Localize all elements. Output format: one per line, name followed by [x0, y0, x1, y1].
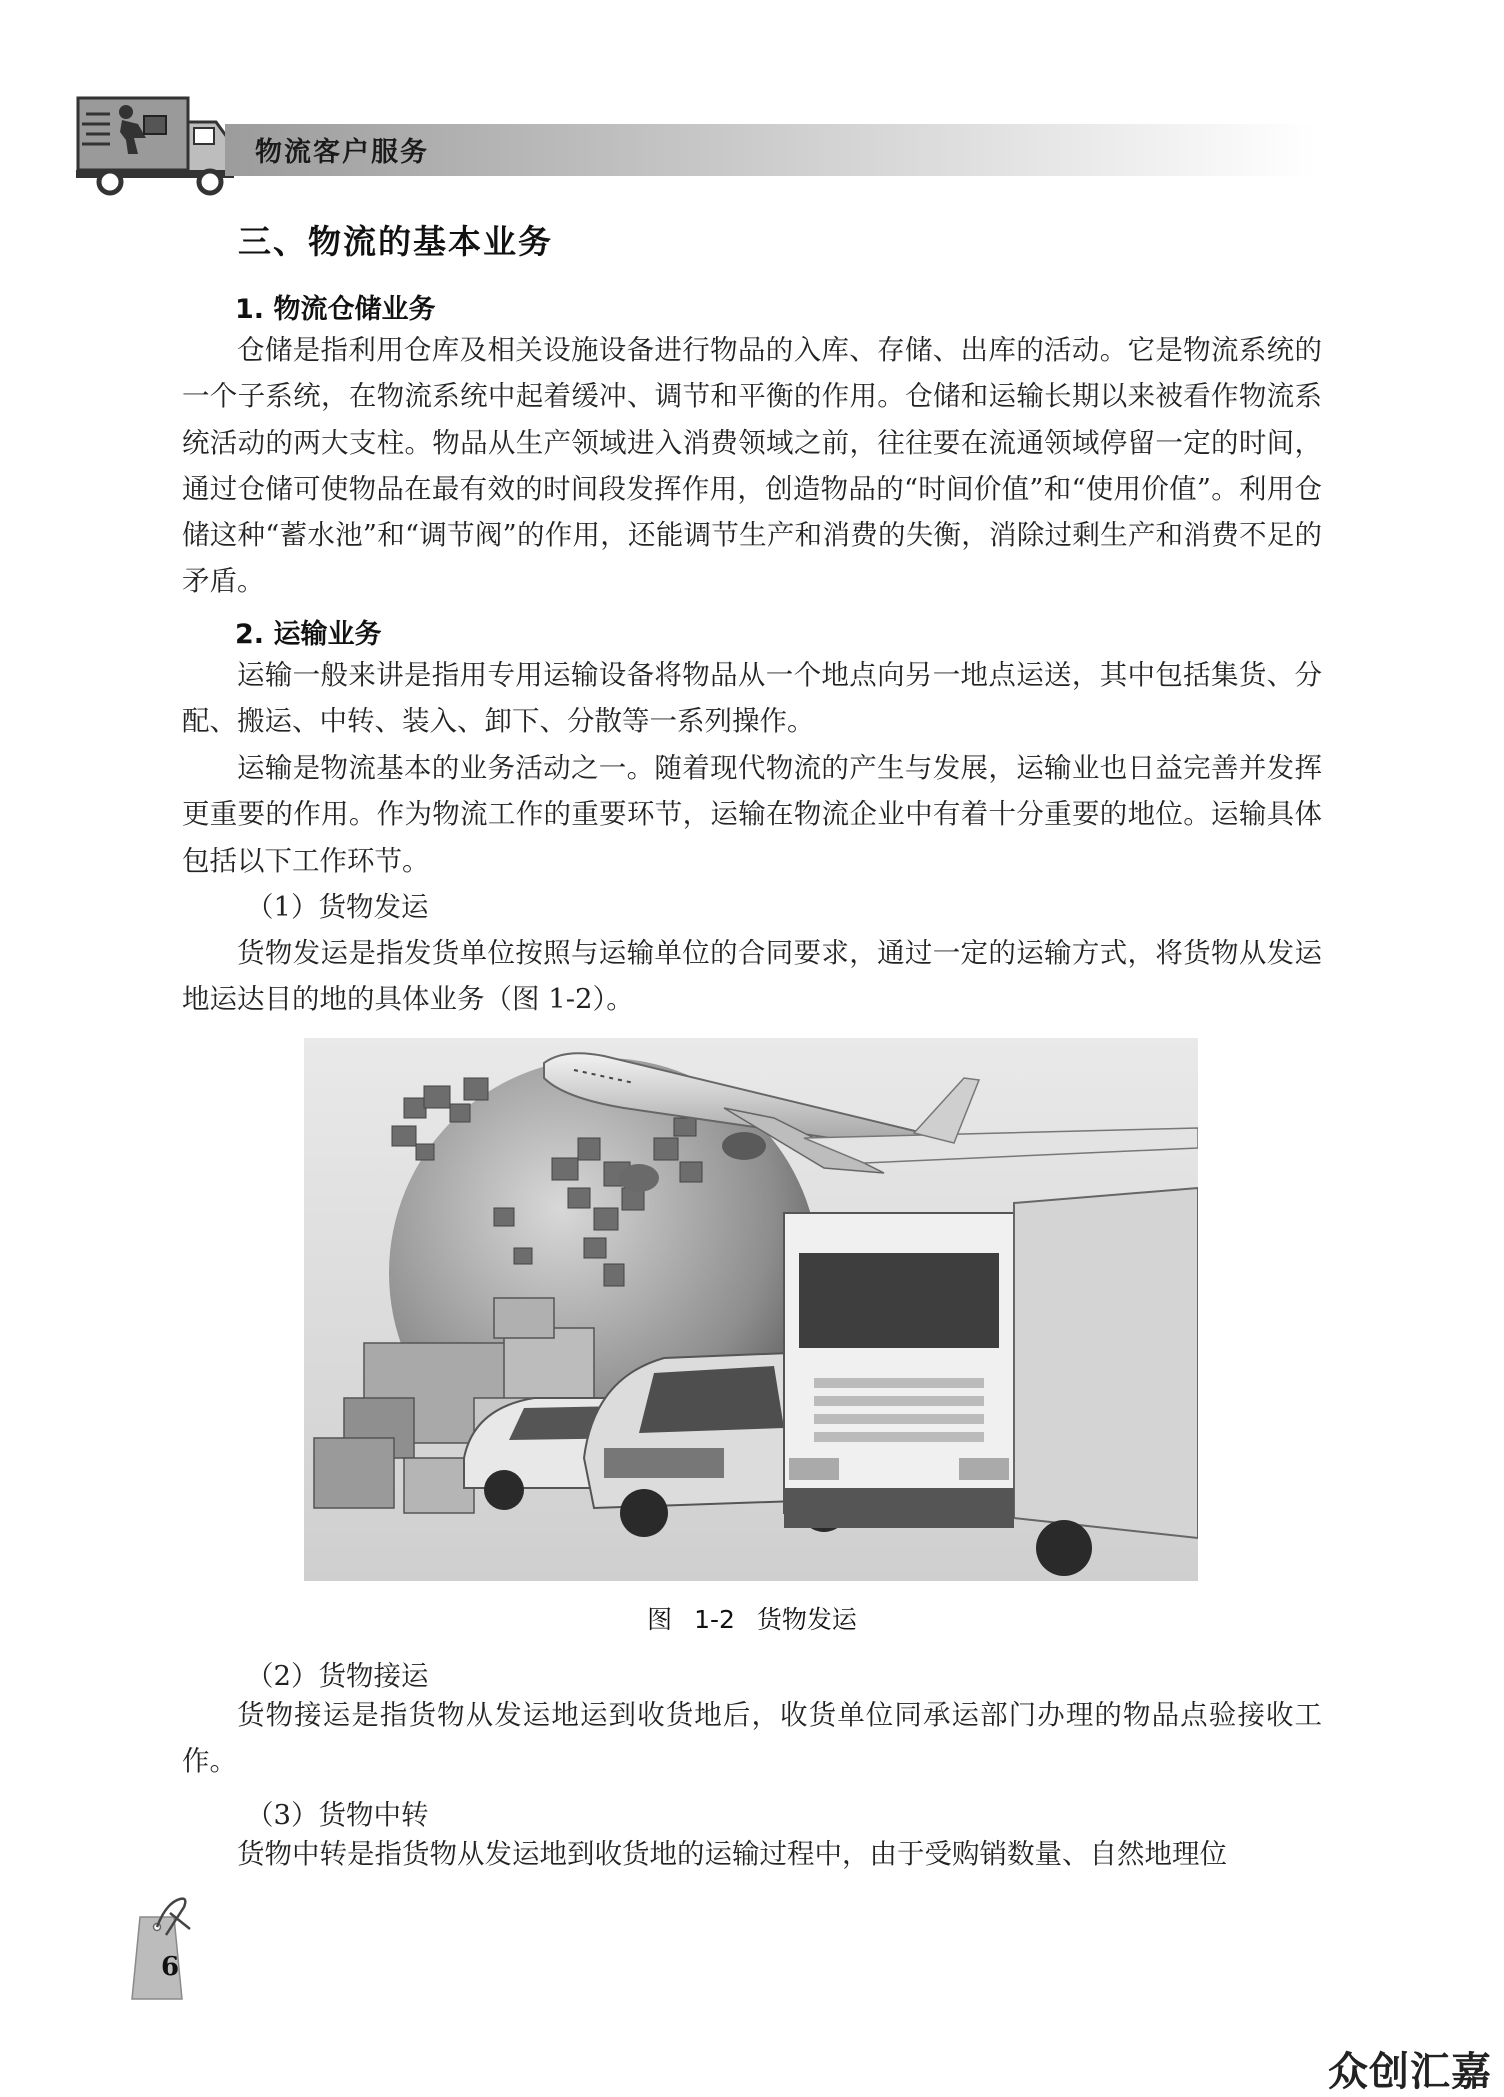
figure-cargo-transport-image: [304, 1038, 1198, 1581]
figure-caption: 图 1-2 货物发运: [647, 1605, 857, 1634]
subheading-transport: 2. 运输业务: [235, 619, 382, 650]
paragraph-transport-role: 运输是物流基本的业务活动之一。随着现代物流的产生与发展，运输业也日益完善并发挥更重要的作用。作为物流工作的重要环节，运输在物流企业中有着十分重要的地位。运输具体包括以下工作环节。: [182, 752, 1322, 877]
paragraph-dispatch: 货物发运是指发货单位按照与运输单位的合同要求，通过一定的运输方式，将货物从发运地运达目的地的具体业务（图 1-2）。: [182, 937, 1322, 1016]
item-heading-receiving: （2）货物接运: [246, 1660, 429, 1692]
truck-logo-icon: [76, 92, 236, 200]
paragraph-transfer: 货物中转是指货物从发运地到收货地的运输过程中，由于受购销数量、自然地理位: [237, 1838, 1227, 1870]
watermark-text: 众创汇嘉: [1328, 2049, 1492, 2095]
section-title: 三、物流的基本业务: [238, 222, 553, 261]
paragraph-warehousing: 仓储是指利用仓库及相关设施设备进行物品的入库、存储、出库的活动。它是物流系统的一个子系统，在物流系统中起着缓冲、调节和平衡的作用。仓储和运输长期以来被看作物流系统活动的两大支柱。物品从生产领域进入消费领域之前，往往要在流通领域停留一定的时间，通过仓储可使物品在最有效的时间段发挥作用，创造物品的“时间价值”和“使用价值”。利用仓储这种“蓄水池”和“调节阀”的作用，还能调节生产和消费的失衡，消除过剩生产和消费不足的矛盾。: [182, 334, 1322, 598]
paragraph-receiving: 货物接运是指货物从发运地运到收货地后，收货单位同承运部门办理的物品点验接收工作。: [182, 1699, 1322, 1778]
item-heading-dispatch: （1）货物发运: [246, 891, 429, 923]
running-header-title: 物流客户服务: [255, 137, 429, 168]
subheading-warehousing: 1. 物流仓储业务: [235, 294, 436, 325]
page-number: 6: [160, 1952, 180, 1982]
item-heading-transfer: （3）货物中转: [246, 1799, 429, 1831]
paragraph-transport-definition: 运输一般来讲是指用专用运输设备将物品从一个地点向另一地点运送，其中包括集货、分配、搬运、中转、装入、卸下、分散等一系列操作。: [182, 659, 1322, 738]
